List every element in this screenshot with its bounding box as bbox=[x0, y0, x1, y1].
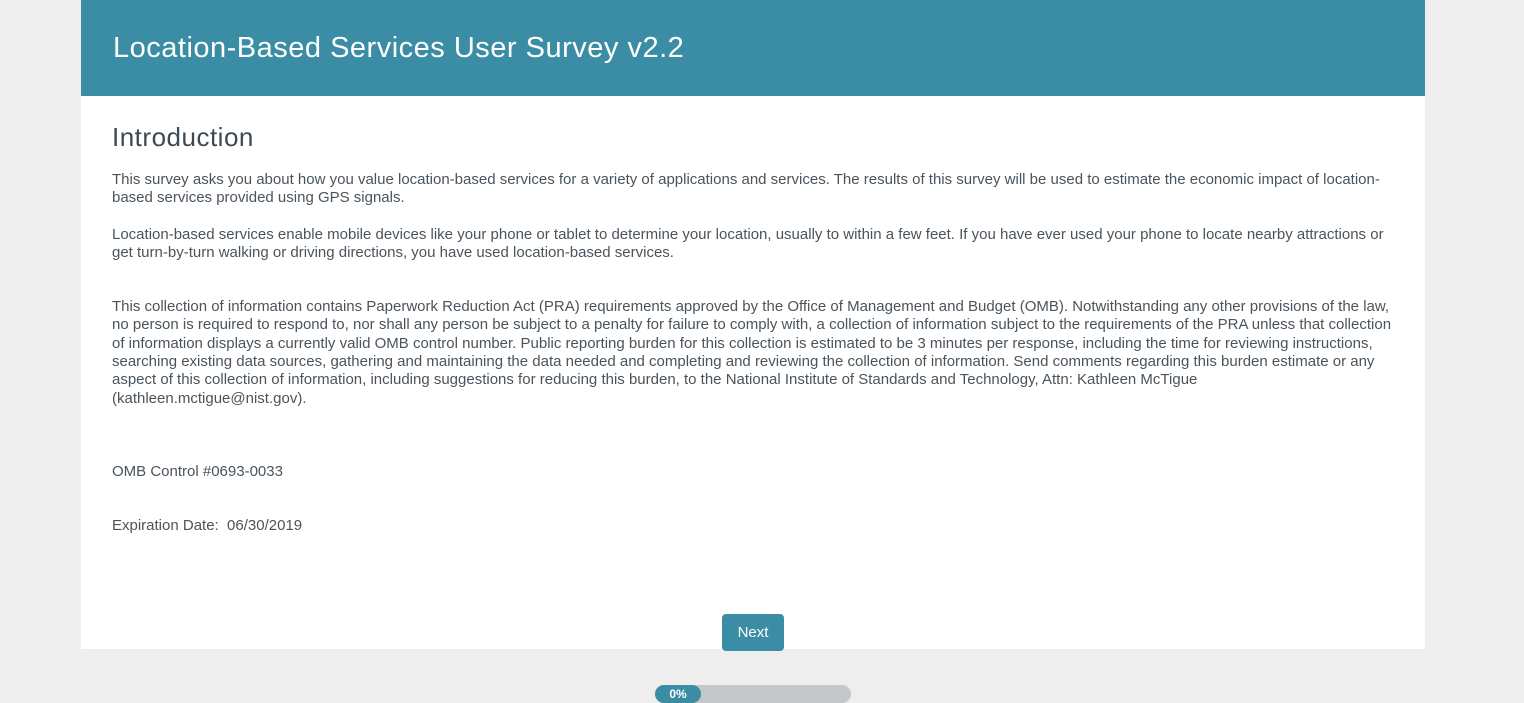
intro-paragraph-1: This survey asks you about how you value location-based services for a variety of applications and services. The results of this survey will be used to estimate the economic impact of location-based services provided using GPS signals. bbox=[112, 171, 1380, 207]
progress-row bbox=[112, 685, 1394, 703]
survey-header bbox=[81, 0, 1425, 96]
expiration-date: Expiration Date: 06/30/2019 bbox=[112, 517, 303, 535]
survey-page bbox=[81, 0, 1425, 702]
progress-bar-track bbox=[655, 685, 851, 703]
navigation-row bbox=[112, 614, 1394, 651]
intro-paragraph-2: Location-based services enable mobile devices like your phone or tablet to determine your location, usually to within a few feet. If you have ever used your phone to locate nearby attractions or get turn-by-turn walking or driving directions, you have used location-based services. bbox=[112, 225, 1384, 261]
survey-content bbox=[81, 122, 1425, 703]
omb-control-number: OMB Control #0693-0033 bbox=[112, 462, 283, 480]
pra-paragraph: This collection of information contains Paperwork Reduction Act (PRA) requirements approved by the Office of Management and Budget (OMB). Notwithstanding any other provisions of the law, no person is required to respond to, nor shall any person be subject to a penalty for failure to comply with, a collection of information subject to the requirements of the PRA unless that collection of information displays a currently valid OMB control number. Public reporting burden for this collection is estimated to be 3 minutes per response, including the time for reviewing instructions, searching existing data sources, gathering and maintaining the data needed and completing and reviewing the collection of information. Send comments regarding this burden estimate or any aspect of this collection of information, including suggestions for reducing this burden, to the National Institute of Standards and Technology, Attn: Kathleen McTigue (kathleen.mctigue@nist.gov). bbox=[112, 298, 1392, 407]
progress-bar-fill: 0% bbox=[655, 685, 701, 703]
survey-title: Location-Based Services User Survey v2.2 bbox=[113, 31, 685, 64]
page-title: Introduction bbox=[112, 122, 254, 152]
omb-info-block bbox=[112, 426, 1394, 572]
next-button[interactable]: Next bbox=[722, 614, 785, 651]
